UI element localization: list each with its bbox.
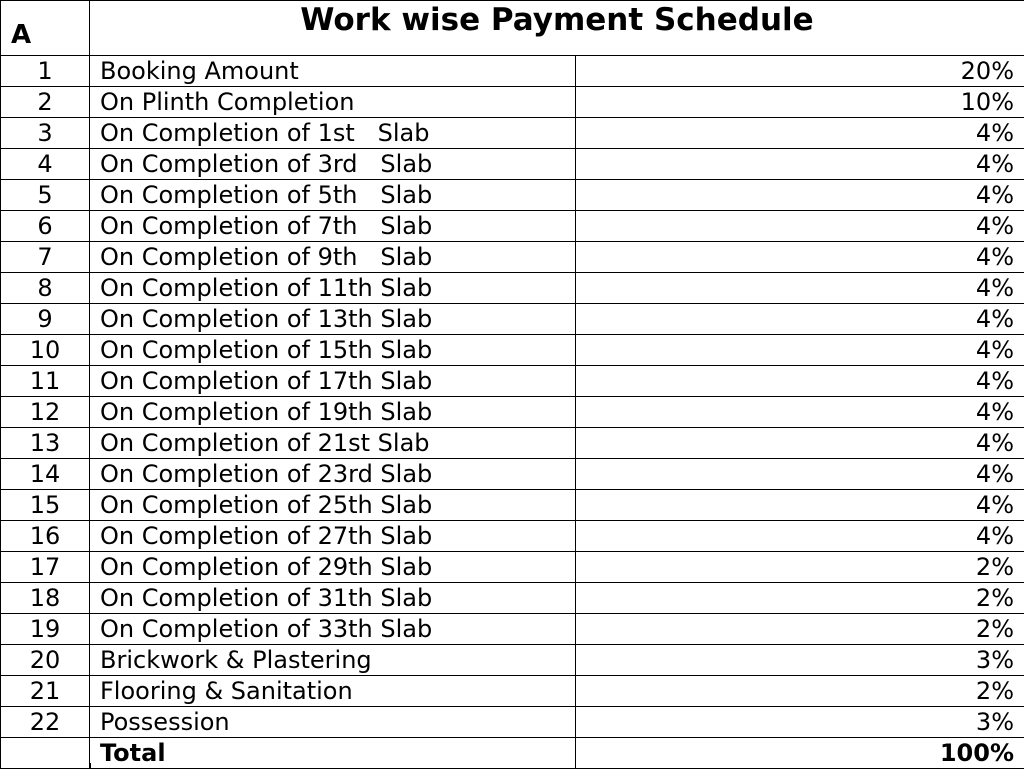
table-row (1, 676, 1024, 707)
row-percentage: 10% (576, 87, 1024, 118)
row-number: 20 (1, 645, 90, 676)
row-description: On Completion of 13th Slab (90, 304, 576, 335)
row-percentage: 4% (576, 180, 1024, 211)
row-description: On Completion of 11th Slab (90, 273, 576, 304)
row-number: 1 (1, 56, 90, 87)
row-number: 12 (1, 397, 90, 428)
row-number: 19 (1, 614, 90, 645)
row-description: On Completion of 25th Slab (90, 490, 576, 521)
row-number: 2 (1, 87, 90, 118)
row-description: On Completion of 1st Slab (90, 118, 576, 149)
table-row (1, 118, 1024, 149)
row-number: 9 (1, 304, 90, 335)
row-number: 3 (1, 118, 90, 149)
row-description: On Completion of 33th Slab (90, 614, 576, 645)
row-description: On Completion of 27th Slab (90, 521, 576, 552)
row-number: 15 (1, 490, 90, 521)
total-percentage: 100% (576, 738, 1024, 769)
table-row (1, 521, 1024, 552)
table-title: Work wise Payment Schedule (90, 1, 1024, 56)
row-description: On Completion of 7th Slab (90, 211, 576, 242)
row-description: Booking Amount (90, 56, 576, 87)
row-description: On Completion of 23rd Slab (90, 459, 576, 490)
total-label: Total (90, 738, 576, 769)
row-description: On Completion of 3rd Slab (90, 149, 576, 180)
row-description: On Completion of 9th Slab (90, 242, 576, 273)
row-percentage: 3% (576, 645, 1024, 676)
table-row (1, 87, 1024, 118)
row-description: On Completion of 15th Slab (90, 335, 576, 366)
section-letter: A (1, 1, 90, 56)
row-number: 5 (1, 180, 90, 211)
table-row (1, 645, 1024, 676)
header-row (1, 1, 1024, 56)
row-number: 4 (1, 149, 90, 180)
row-number: 16 (1, 521, 90, 552)
row-percentage: 4% (576, 304, 1024, 335)
row-number: 11 (1, 366, 90, 397)
row-number: 10 (1, 335, 90, 366)
row-percentage: 4% (576, 273, 1024, 304)
table-bottom-edge (0, 763, 1024, 768)
row-percentage: 2% (576, 552, 1024, 583)
row-description: On Plinth Completion (90, 87, 576, 118)
row-description: Brickwork & Plastering (90, 645, 576, 676)
table-row (1, 366, 1024, 397)
row-percentage: 20% (576, 56, 1024, 87)
table-row (1, 149, 1024, 180)
row-percentage: 4% (576, 428, 1024, 459)
row-number: 21 (1, 676, 90, 707)
row-number: 8 (1, 273, 90, 304)
table-row (1, 56, 1024, 87)
row-percentage: 2% (576, 614, 1024, 645)
row-number: 17 (1, 552, 90, 583)
row-description: On Completion of 19th Slab (90, 397, 576, 428)
table-row (1, 459, 1024, 490)
table-row (1, 552, 1024, 583)
row-percentage: 2% (576, 676, 1024, 707)
row-percentage: 4% (576, 335, 1024, 366)
row-description: On Completion of 31th Slab (90, 583, 576, 614)
table-row (1, 335, 1024, 366)
column-divider (90, 763, 91, 768)
row-percentage: 4% (576, 521, 1024, 552)
row-number: 13 (1, 428, 90, 459)
row-description: On Completion of 17th Slab (90, 366, 576, 397)
row-number: 18 (1, 583, 90, 614)
payment-schedule-body (1, 1, 1024, 769)
row-percentage: 4% (576, 490, 1024, 521)
row-percentage: 4% (576, 366, 1024, 397)
row-description: Flooring & Sanitation (90, 676, 576, 707)
row-percentage: 4% (576, 242, 1024, 273)
row-description: On Completion of 5th Slab (90, 180, 576, 211)
row-percentage: 3% (576, 707, 1024, 738)
table-row (1, 180, 1024, 211)
table-row (1, 273, 1024, 304)
row-percentage: 4% (576, 397, 1024, 428)
table-row (1, 583, 1024, 614)
row-number: 6 (1, 211, 90, 242)
table-row (1, 490, 1024, 521)
row-description: On Completion of 21st Slab (90, 428, 576, 459)
row-number: 22 (1, 707, 90, 738)
row-percentage: 2% (576, 583, 1024, 614)
row-percentage: 4% (576, 211, 1024, 242)
row-percentage: 4% (576, 149, 1024, 180)
row-number: 7 (1, 242, 90, 273)
table-row (1, 707, 1024, 738)
row-description: On Completion of 29th Slab (90, 552, 576, 583)
table-row (1, 397, 1024, 428)
table-row (1, 242, 1024, 273)
row-percentage: 4% (576, 459, 1024, 490)
row-description: Possession (90, 707, 576, 738)
row-percentage: 4% (576, 118, 1024, 149)
table-row (1, 428, 1024, 459)
table-row (1, 304, 1024, 335)
table-row (1, 614, 1024, 645)
table-row (1, 211, 1024, 242)
row-number: 14 (1, 459, 90, 490)
